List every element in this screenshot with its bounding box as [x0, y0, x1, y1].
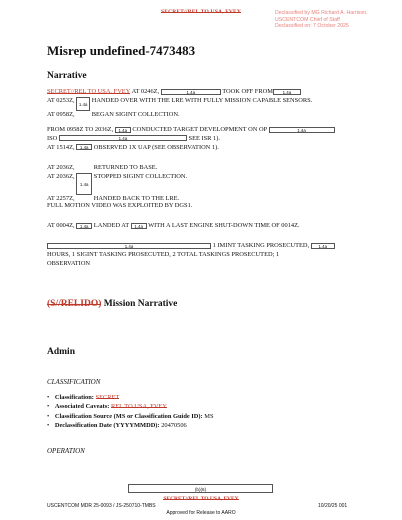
redaction-box: 1.4a: [76, 144, 92, 150]
list-item: [47, 402, 214, 411]
redaction-box: 1.4a: [47, 243, 211, 249]
declass-line-1: Declassified by MG Richard A. Harrison,: [275, 10, 368, 16]
item-label: Classification Source (MS or Classification Guide ID):: [54, 412, 203, 420]
list-item: [47, 393, 214, 402]
footer-document-id: USCENTCOM MDR 25-0093 / JS-250710-TMBS: [47, 503, 156, 509]
text-fragment: LANDED AT: [93, 222, 130, 229]
redaction-box: 1.4a: [161, 89, 221, 95]
bottom-classification-text: SECRET//REL TO USA, FVEY: [163, 496, 239, 502]
redaction-box: 1.4a: [76, 97, 90, 111]
text-fragment: OBSERVED 1X UAP (SEE OBSERVATION 1).: [93, 143, 219, 151]
classification-subheading: CLASSIFICATION: [47, 378, 101, 386]
text-fragment: RETURNED TO BASE.: [93, 164, 158, 171]
declassification-stamp: [275, 10, 395, 30]
text-fragment: CONDUCTED TARGET DEVELOPMENT ON OP: [132, 126, 267, 133]
narrative-paragraph-1: [47, 88, 359, 120]
text-fragment: AT 0004Z,: [47, 222, 75, 229]
narrative-paragraph-2: [47, 126, 359, 152]
list-item: [47, 421, 214, 430]
declass-line-2: USCENTCOM Chief of Staff: [275, 16, 340, 23]
item-value: REL TO USA, FVEY: [110, 403, 167, 411]
mission-narrative-title: Mission Narrative: [103, 299, 178, 309]
redaction-box: 1.4a: [131, 223, 147, 229]
redaction-box: 1.4a: [311, 243, 335, 249]
admin-heading: Admin: [47, 347, 75, 357]
bottom-classification-banner: [0, 496, 402, 502]
document-title: Misrep undefined-7473483: [47, 43, 196, 58]
footer-redaction-box: (b)(6): [128, 484, 273, 493]
text-fragment: SEE ISR 1).: [188, 134, 220, 142]
text-fragment: AT 2036Z,: [47, 172, 75, 180]
text-fragment: AT 0958Z,: [47, 110, 75, 118]
text-fragment: 1 IMINT TASKING PROSECUTED,: [212, 242, 310, 249]
footer-date-page: 10/20/25 001: [318, 503, 348, 509]
item-value: MS: [204, 412, 214, 420]
item-label: Classification:: [54, 394, 94, 401]
text-fragment: AT 0246Z,: [131, 88, 160, 95]
text-fragment: HANDED OVER WITH THE LRE WITH FULLY MISSION CAPABLE SENSORS.: [91, 96, 313, 104]
text-fragment: TOOK OFF FROM: [222, 88, 273, 95]
text-fragment: AT 0253Z,: [47, 96, 75, 104]
text-fragment: AT 1514Z,: [47, 143, 75, 151]
operation-subheading: OPERATION: [47, 447, 85, 455]
redaction-box: 1.4a: [115, 127, 131, 133]
footer-release-note: Approved for Release to AARO: [166, 510, 236, 516]
redaction-box: 1.4a: [273, 89, 301, 95]
list-item: [47, 412, 214, 421]
admin-list: [47, 393, 214, 431]
item-value: SECRET: [95, 394, 120, 401]
text-fragment: OBSERVATION: [47, 259, 91, 267]
narrative-paragraph-5: [47, 222, 359, 231]
text-fragment: BEGAN SIGINT COLLECTION.: [91, 110, 180, 118]
text-fragment: AT 2036Z,: [47, 164, 75, 171]
top-classification-text: SECRET//REL TO USA, FVEY: [160, 9, 242, 15]
text-fragment: HOURS, 1 SIGINT TASKING PROSECUTED, 2 TOTAL TASKINGS PROSECUTED; 1: [47, 250, 280, 258]
text-fragment: STOPPED SIGINT COLLECTION.: [93, 172, 188, 180]
text-fragment: WITH A LAST ENGINE SHUT-DOWN TIME OF 0014Z.: [148, 222, 300, 229]
text-fragment: HANDED BACK TO THE LRE.: [93, 194, 180, 202]
item-label: Declassification Date (YYYYMMDD):: [54, 422, 160, 430]
narrative-paragraph-6: [47, 242, 359, 268]
redaction-box: 1.4a: [76, 173, 92, 195]
item-label: Associated Caveats:: [54, 403, 110, 411]
redaction-box: 1.4a: [269, 127, 335, 133]
narrative-heading: Narrative: [47, 71, 87, 81]
declass-line-3: Declassified on: 7 October 2025: [275, 23, 349, 30]
text-fragment: FROM 0958Z TO 2036Z,: [47, 126, 114, 133]
text-fragment: ISO: [47, 134, 58, 142]
text-fragment: AT 2257Z,: [47, 194, 75, 202]
narrative-paragraph-4: FULL MOTION VIDEO WAS EXPLOITED BY DGS1.: [47, 202, 193, 209]
redacted-classification-marking: SECRET//REL TO USA, FVEY: [47, 88, 131, 95]
mission-narrative-heading: [47, 299, 177, 309]
redaction-box: 1.4a: [76, 223, 92, 229]
item-value: 20470506: [161, 422, 187, 430]
mission-narrative-marking: (S//RELIDO): [47, 299, 102, 309]
redaction-box: 1.4a: [59, 135, 187, 141]
narrative-paragraph-3: [47, 164, 359, 204]
